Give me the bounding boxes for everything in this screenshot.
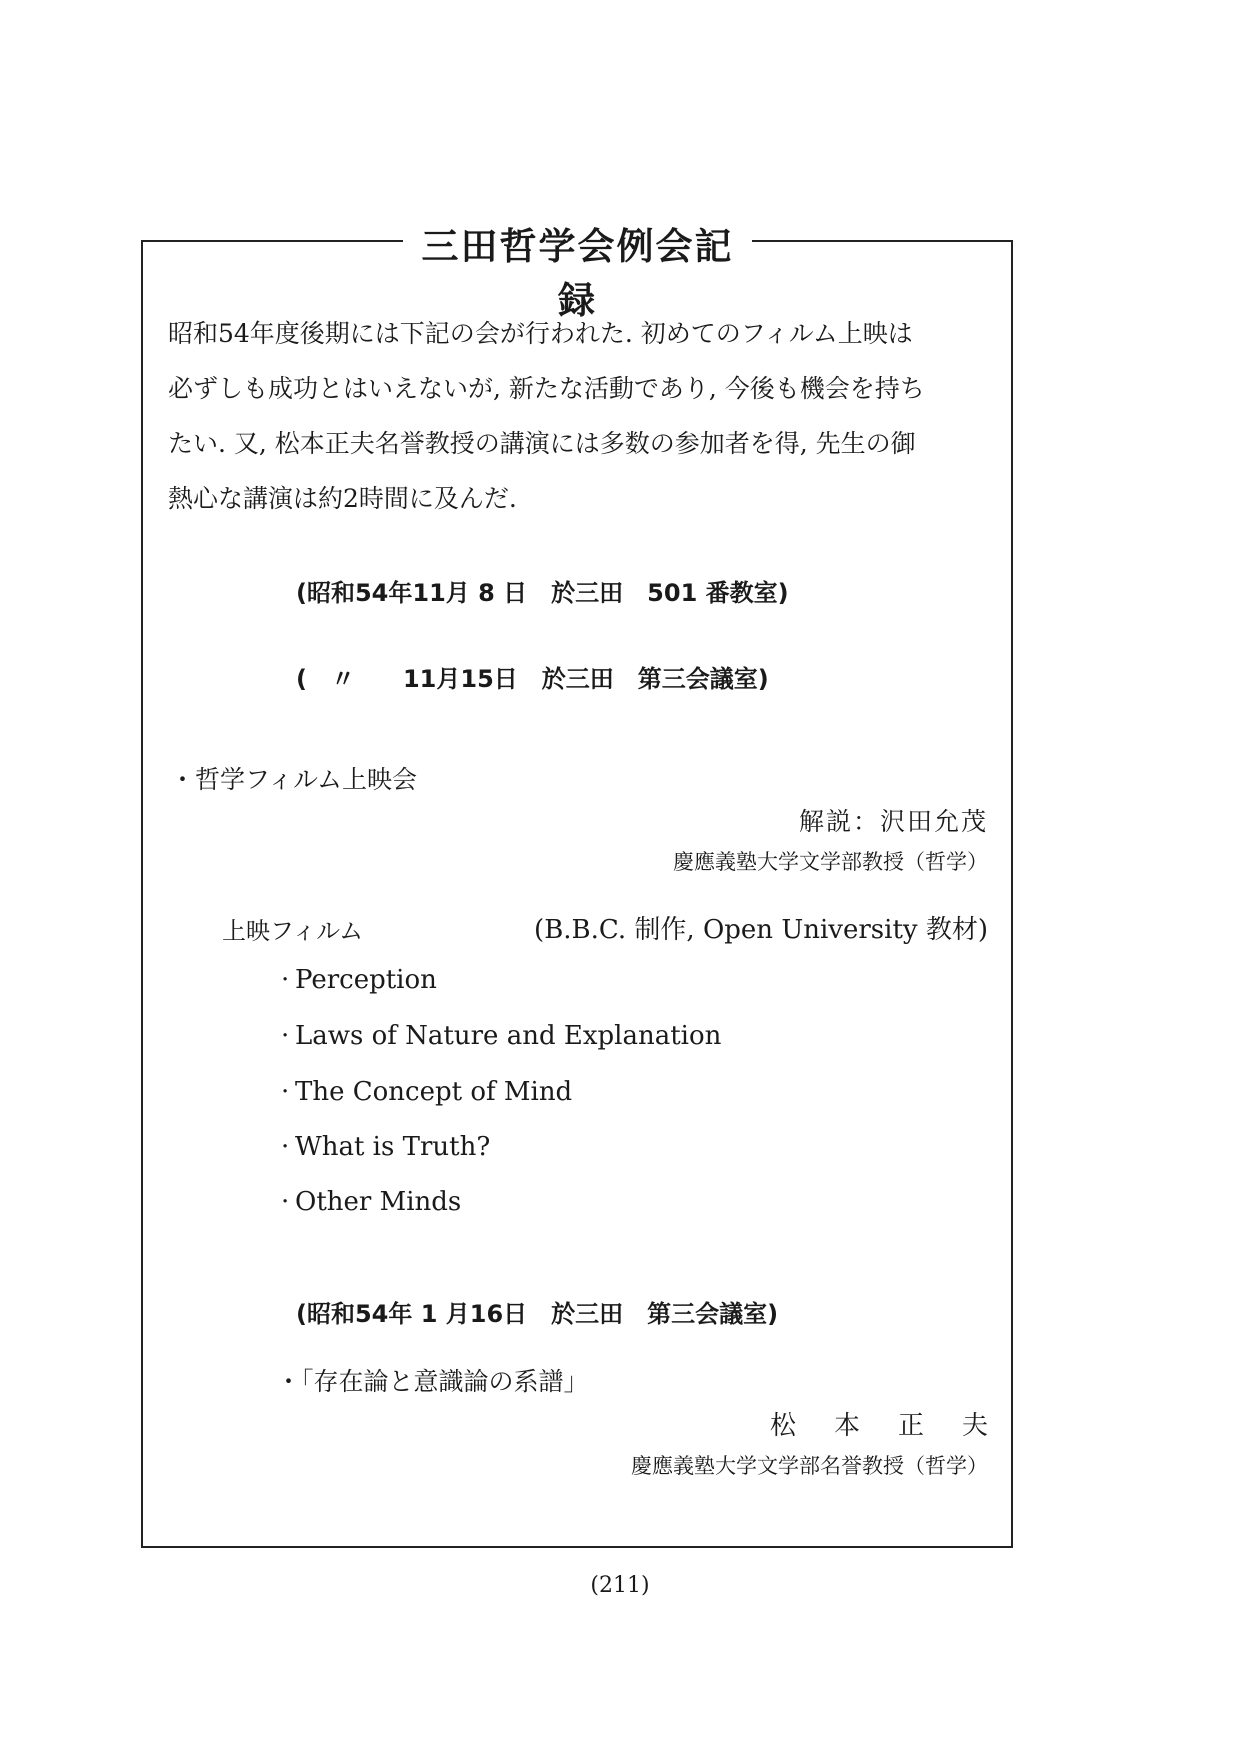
- films-label: 上映フィルム: [222, 917, 364, 945]
- lecturer-affiliation: 慶應義塾大学文学部名誉教授（哲学）: [631, 1454, 988, 1478]
- film-item: · Laws of Nature and Explanation: [281, 1021, 722, 1051]
- film-title: What is Truth?: [295, 1132, 491, 1162]
- intro-line: 昭和54年度後期には下記の会が行われた. 初めてのフィルム上映は: [168, 319, 913, 348]
- film-item: · Other Minds: [281, 1187, 462, 1217]
- film-title: The Concept of Mind: [295, 1077, 573, 1107]
- film-event-heading: ・哲学フィルム上映会: [170, 765, 418, 794]
- film-title: Laws of Nature and Explanation: [295, 1021, 722, 1051]
- intro-line: たい. 又, 松本正夫名誉教授の講演には多数の参加者を得, 先生の御: [168, 429, 916, 458]
- film-title: Other Minds: [295, 1187, 462, 1217]
- films-note: (B.B.C. 制作, Open University 教材): [534, 915, 988, 945]
- intro-paragraph: [168, 306, 980, 526]
- film-item: · The Concept of Mind: [281, 1077, 573, 1107]
- page-number: (211): [590, 1573, 650, 1598]
- film-title: Perception: [295, 965, 437, 995]
- commentator: 解説：沢田允茂: [798, 807, 988, 836]
- lecturer: 松本正夫: [769, 1411, 1026, 1441]
- commentator-affiliation: 慶應義塾大学文学部教授（哲学）: [673, 850, 988, 874]
- meeting-date-1: (昭和54年11月 8 日 於三田 501 番教室): [296, 579, 789, 607]
- meeting-date-2: ( 〃 11月15日 於三田 第三会議室): [296, 665, 769, 693]
- film-item: · Perception: [281, 965, 437, 995]
- meeting-date-3: (昭和54年 1 月16日 於三田 第三会議室): [296, 1300, 779, 1328]
- page-title: 三田哲学会例会記録: [421, 225, 734, 322]
- lecture-heading: ・「存在論と意識論の系譜」: [276, 1367, 589, 1396]
- intro-line: 熱心な講演は約2時間に及んだ.: [168, 484, 517, 513]
- film-item: · What is Truth?: [281, 1132, 491, 1162]
- intro-line: 必ずしも成功とはいえないが, 新たな活動であり, 今後も機会を持ち: [168, 374, 925, 403]
